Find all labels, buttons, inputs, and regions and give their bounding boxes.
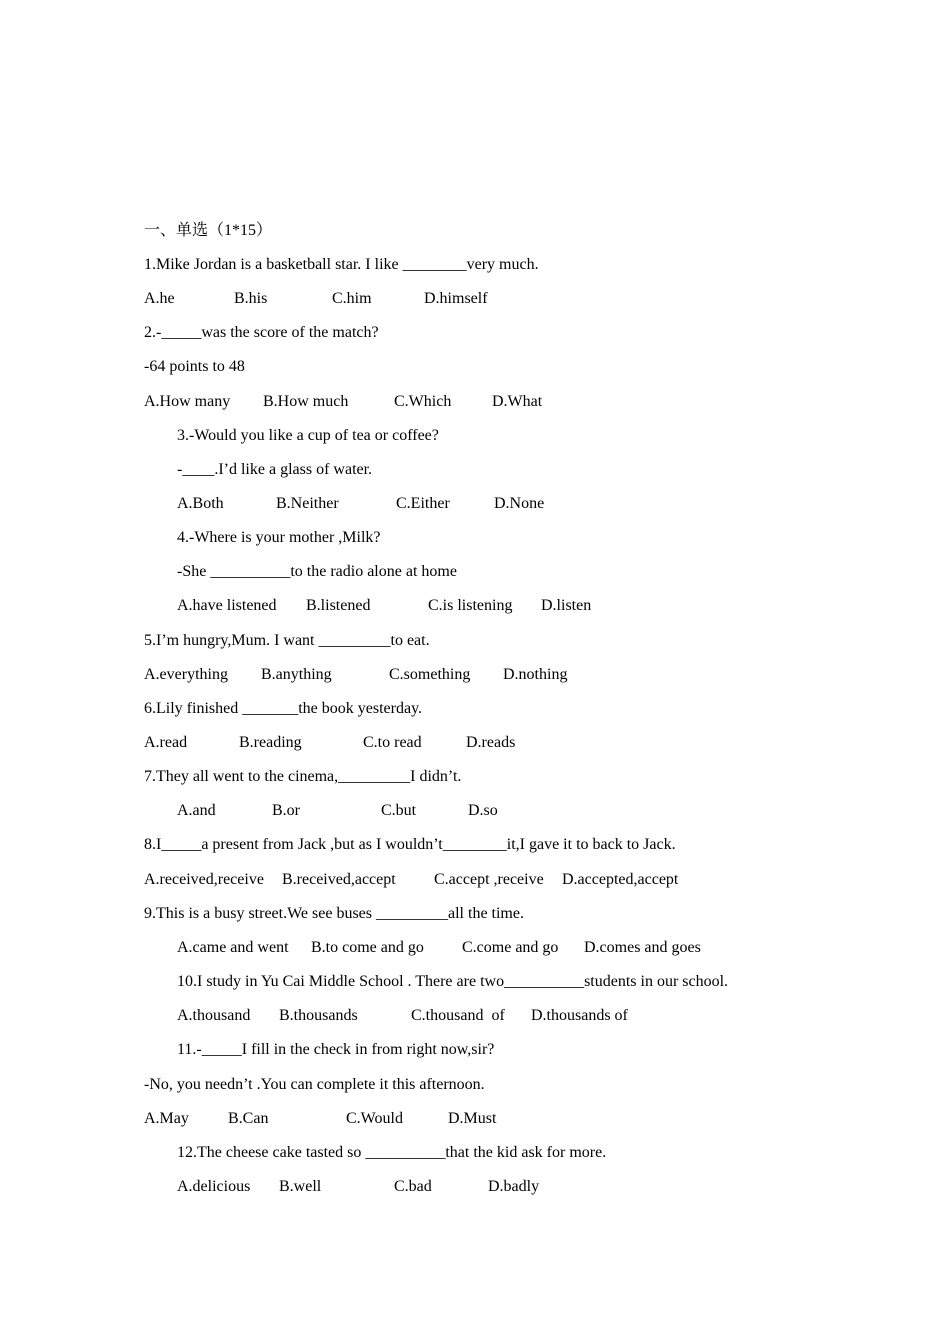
question-8-option-b: B.received,accept: [282, 871, 396, 888]
question-2-option-c: C.Which: [394, 393, 452, 410]
question-1-option-c: C.him: [332, 290, 372, 307]
question-1-option-d: D.himself: [424, 290, 488, 307]
question-4-option-a: A.have listened: [177, 597, 277, 614]
question-3-option-a: A.Both: [177, 495, 224, 512]
question-9-option-b: B.to come and go: [311, 939, 424, 956]
question-10-option-a: A.thousand: [177, 1007, 251, 1024]
question-1-option-b: B.his: [234, 290, 268, 307]
question-12-option-d: D.badly: [488, 1178, 540, 1195]
question-12-option-a: A.delicious: [177, 1178, 251, 1195]
question-12-option-c: C.bad: [394, 1178, 432, 1195]
question-8-option-c: C.accept ,receive: [434, 871, 544, 888]
question-11-option-d: D.Must: [448, 1110, 497, 1127]
question-12-text: 12.The cheese cake tasted so __________that the kid ask for more.: [177, 1144, 607, 1161]
question-8-option-d: D.accepted,accept: [562, 871, 679, 888]
question-8-option-a: A.received,receive: [144, 871, 264, 888]
question-11-answer-line: -No, you needn’t .You can complete it this afternoon.: [144, 1076, 485, 1093]
question-7-option-d: D.so: [468, 802, 498, 819]
question-2-option-d: D.What: [492, 393, 543, 410]
question-2-option-a: A.How many: [144, 393, 231, 410]
question-10-option-c: C.thousand of: [411, 1007, 505, 1024]
question-4-answer-line: -She __________to the radio alone at home: [177, 563, 457, 580]
question-2-option-b: B.How much: [263, 393, 349, 410]
question-5-option-a: A.everything: [144, 666, 228, 683]
question-6-text: 6.Lily finished _______the book yesterday.: [144, 700, 423, 717]
question-6-option-a: A.read: [144, 734, 188, 751]
question-5-option-c: C.something: [389, 666, 471, 683]
question-6-option-b: B.reading: [239, 734, 302, 751]
question-2-answer-line: -64 points to 48: [144, 358, 245, 375]
question-7-option-a: A.and: [177, 802, 216, 819]
section-title: 一、单选（1*15）: [144, 222, 273, 239]
question-10-option-b: B.thousands: [279, 1007, 358, 1024]
question-10-option-d: D.thousands of: [531, 1007, 628, 1024]
question-4-option-c: C.is listening: [428, 597, 513, 614]
question-1-option-a: A.he: [144, 290, 175, 307]
question-9-text: 9.This is a busy street.We see buses _________all the time.: [144, 905, 524, 922]
question-3-option-b: B.Neither: [276, 495, 339, 512]
question-7-option-b: B.or: [272, 802, 300, 819]
question-1-text: 1.Mike Jordan is a basketball star. I like ________very much.: [144, 256, 539, 273]
question-5-option-d: D.nothing: [503, 666, 568, 683]
question-4-option-b: B.listened: [306, 597, 371, 614]
question-7-option-c: C.but: [381, 802, 417, 819]
question-5-text: 5.I’m hungry,Mum. I want _________to eat.: [144, 632, 430, 649]
question-9-option-c: C.come and go: [462, 939, 559, 956]
question-6-option-d: D.reads: [466, 734, 516, 751]
question-2-text: 2.-_____was the score of the match?: [144, 324, 379, 341]
question-4-option-d: D.listen: [541, 597, 592, 614]
question-8-text: 8.I_____a present from Jack ,but as I wouldn’t________it,I gave it to back to Jack.: [144, 836, 676, 853]
question-3-option-c: C.Either: [396, 495, 450, 512]
question-9-option-d: D.comes and goes: [584, 939, 701, 956]
question-11-option-a: A.May: [144, 1110, 189, 1127]
question-3-option-d: D.None: [494, 495, 545, 512]
question-11-option-b: B.Can: [228, 1110, 269, 1127]
question-6-option-c: C.to read: [363, 734, 422, 751]
question-7-text: 7.They all went to the cinema,_________I didn’t.: [144, 768, 462, 785]
question-3-text: 3.-Would you like a cup of tea or coffee?: [177, 427, 439, 444]
question-5-option-b: B.anything: [261, 666, 332, 683]
question-4-text: 4.-Where is your mother ,Milk?: [177, 529, 381, 546]
question-3-answer-line: -____.I’d like a glass of water.: [177, 461, 373, 478]
question-12-option-b: B.well: [279, 1178, 322, 1195]
question-11-text: 11.-_____I fill in the check in from right now,sir?: [177, 1041, 495, 1058]
question-9-option-a: A.came and went: [177, 939, 289, 956]
question-11-option-c: C.Would: [346, 1110, 403, 1127]
question-10-text: 10.I study in Yu Cai Middle School . There are two__________students in our school.: [177, 973, 729, 990]
